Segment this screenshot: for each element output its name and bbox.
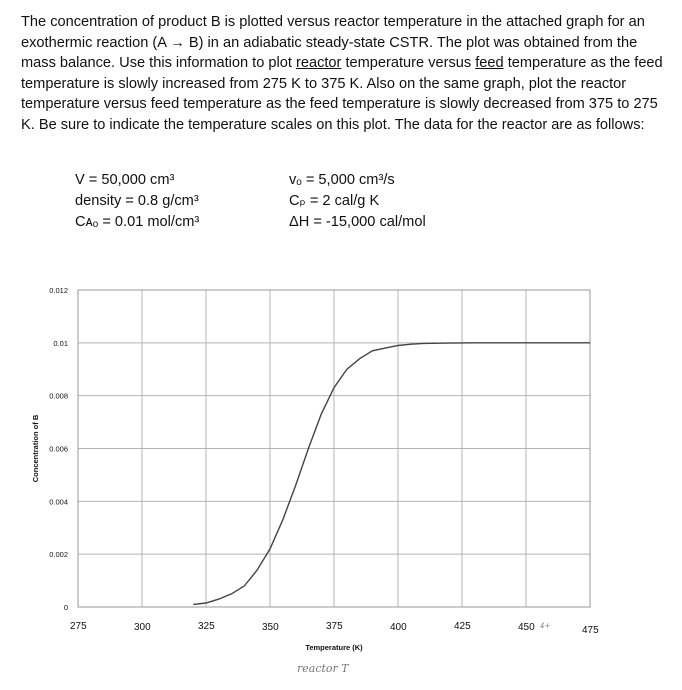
chart-grid [78,290,590,607]
y-tick-labels [49,286,68,612]
x-axis-label: Temperature (K) [305,643,363,652]
y-tick-label: 0.006 [49,444,68,454]
x-tick-label: 400 [390,622,407,633]
x-tick-label: 325 [198,621,215,632]
param-volume: V = 50,000 cm³ [75,172,175,188]
x-tick-label: 375 [326,621,343,632]
y-tick-label: 0.004 [49,497,68,507]
y-tick-label: 0.008 [49,391,68,401]
y-tick-label: 0.002 [49,550,68,560]
problem-text-3: temperature as the feed temperature is slowly increased from 275 K to 375 K. Also on the same graph, plot the reactor temperature versus feed temperature as the feed temperature is slowly decreased from 375 to 275 K. Be sure to indicate the temperature scales on this plot. The data for the reactor are as follows: [21,55,663,133]
concentration-curve [193,343,590,605]
x-tick-label: 475 [582,625,599,636]
param-density: density = 0.8 g/cm³ [75,193,199,209]
handwritten-mark: 4+ [540,622,551,630]
y-tick-label: 0 [63,603,68,612]
param-flow-rate: vₒ = 5,000 cm³/s [289,172,395,188]
x-tick-label: 275 [70,621,87,632]
underlined-feed: feed [475,55,504,71]
problem-text-2: temperature versus [341,55,476,71]
x-tick-label: 300 [134,622,151,633]
param-heat-of-reaction: ΔH = -15,000 cal/mol [289,214,426,230]
param-heat-capacity: Cₚ = 2 cal/g K [289,193,380,209]
y-tick-label: 0.012 [49,286,68,295]
y-axis-label: Concentration of B [31,414,40,483]
handwritten-reactor-note: reactor T [297,662,349,675]
x-tick-label: 450 [518,622,535,633]
x-tick-labels [70,621,599,636]
y-tick-label: 0.01 [53,338,68,348]
underlined-reactor: reactor [295,55,342,71]
x-tick-label: 350 [262,622,279,633]
param-feed-concentration: Cᴀₒ = 0.01 mol/cm³ [75,214,200,230]
x-tick-label: 425 [454,621,471,632]
problem-text-1: The concentration of product B is plotted versus reactor temperature in the attached graph for an exothermic reaction (A → B) in an adiabatic steady-state CSTR. The plot was obtained from the mass balance. Use this information to plot [21,14,645,71]
